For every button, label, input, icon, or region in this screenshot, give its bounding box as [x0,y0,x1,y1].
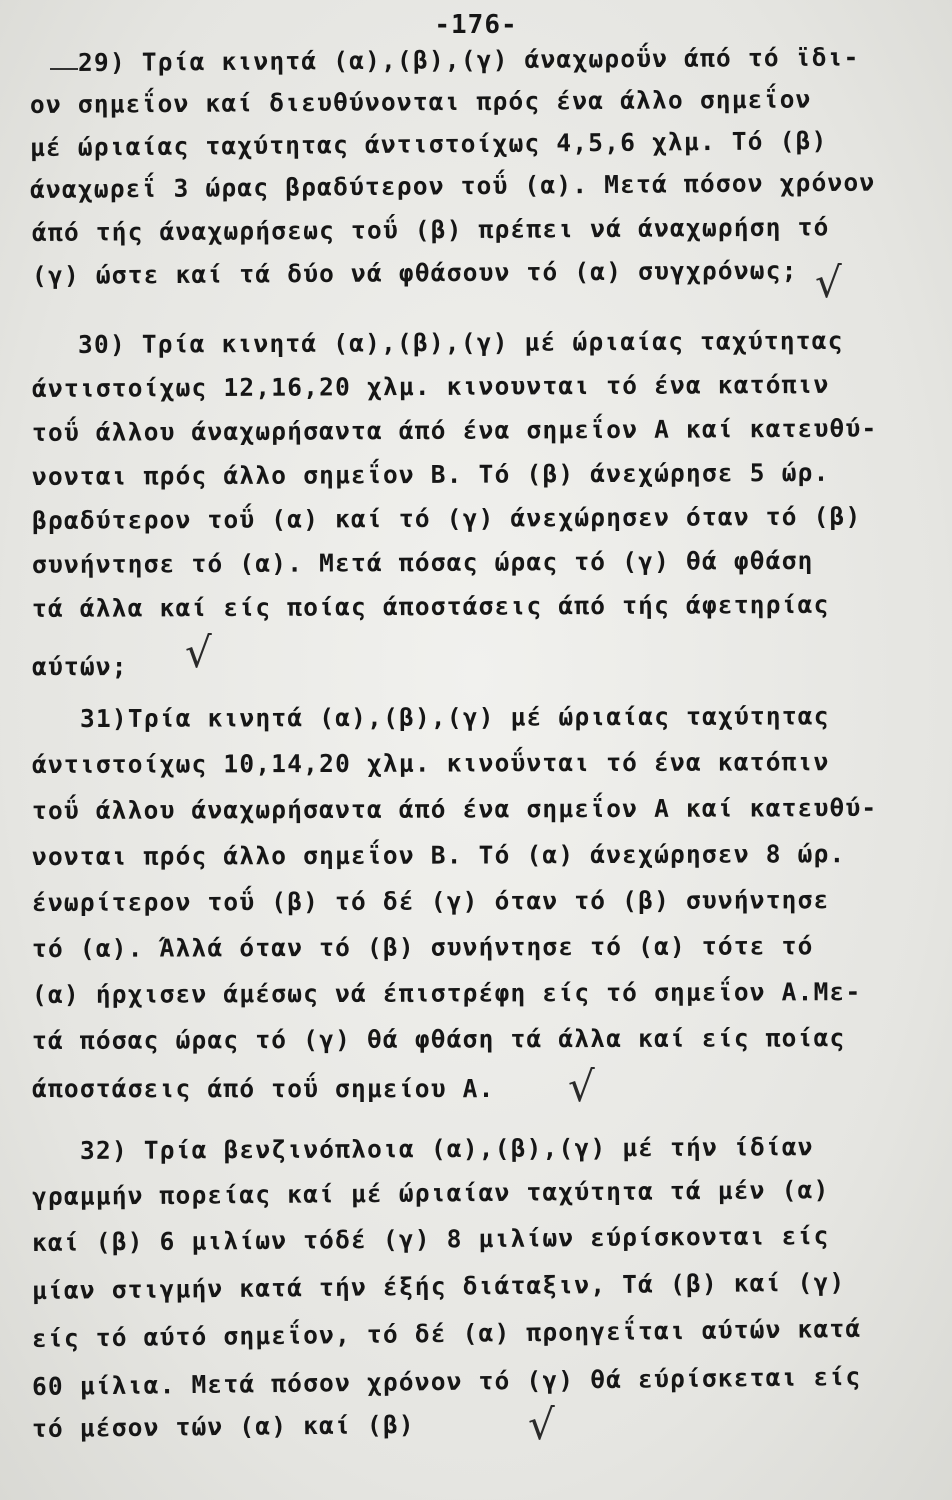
margin-dash [50,68,78,70]
text-line: 30) Τρία κινητά (α),(β),(γ) μέ ώριαίας ταχύτητας [77,325,844,359]
text-line: βραδύτερον τοΰ (α) καί τό (γ) άνεχώρησεν όταν τό (β) [31,501,862,535]
check-mark-icon: √ [568,1062,595,1111]
page-number: -176- [434,10,518,40]
text-line: 31)Τρία κινητά (α),(β),(γ) μέ ώριαίας ταχύτητας [79,701,830,733]
text-line: νονται πρός άλλο σημεΐον Β. Τό (α) άνεχώρησεν 8 ώρ. [31,839,846,871]
text-line: 32) Τρία βενζινόπλοια (α),(β),(γ) μέ τήν ίδίαν [79,1132,814,1165]
text-line: τό (α). Άλλά όταν τό (β) συνήντησε τό (α) τότε τό [31,931,814,963]
text-line: μέ ώριαίας ταχύτητας άντιστοίχως 4,5,6 χλμ. Τό (β) [29,126,828,162]
text-line: είς τό αύτό σημεΐον, τό δέ (α) προηγεΐται αύτών κατά [31,1313,862,1353]
check-mark-icon: √ [528,1400,555,1449]
text-line: συνήντησε τό (α). Μετά πόσας ώρας τό (γ) θά φθάση [31,545,814,579]
text-line: ον σημεΐον καί διευθύνονται πρός ένα άλλο σημεΐον [29,84,812,119]
text-line: (γ) ώστε καί τά δύο νά φθάσουν τό (α) συγχρόνως; [31,255,798,290]
text-line: άναχωρεΐ 3 ώρας βραδύτερον τοΰ (α). Μετά πόσον χρόνον [29,167,876,204]
text-line: τοΰ άλλου άναχωρήσαντα άπό ένα σημεΐον Α καί κατευθύ- [31,413,878,447]
text-line: τά άλλα καί είς ποίας άποστάσεις άπό τής άφετηρίας [31,589,830,623]
text-line: νονται πρός άλλο σημεΐον Β. Τό (β) άνεχώρησε 5 ώρ. [31,457,830,491]
text-line: άντιστοίχως 12,16,20 χλμ. κινουνται τό ένα κατόπιν [31,369,830,403]
text-line: άπό τής άναχωρήσεως τοΰ (β) πρέπει νά άναχωρήση τό [31,212,830,247]
check-mark-icon: √ [185,628,212,677]
text-line: αύτών; [32,652,128,681]
text-line: τά πόσας ώρας τό (γ) θά φθάση τά άλλα καί είς ποίας [31,1023,846,1055]
text-line: γραμμήν πορείας καί μέ ώριαίαν ταχύτητα τά μέν (α) [31,1175,830,1211]
text-line: (α) ήρχισεν άμέσως νά έπιστρέφη είς τό σημεΐον Α.Με- [31,977,862,1009]
check-mark-icon: √ [815,258,842,307]
text-line: 60 μίλια. Μετά πόσον χρόνον τό (γ) θά εύρίσκεται είς [31,1361,862,1401]
text-line: καί (β) 6 μιλίων τόδέ (γ) 8 μιλίων εύρίσκονται είς [31,1221,830,1257]
text-line: μίαν στιγμήν κατά τήν έξής διάταξιν, Τά (β) καί (γ) [31,1267,846,1305]
text-line: άντιστοίχως 10,14,20 χλμ. κινοΰνται τό ένα κατόπιν [31,747,830,779]
text-line: άποστάσεις άπό τοΰ σημείου Α. [32,1074,495,1103]
text-line: τό μέσον τών (α) καί (β) [31,1409,415,1443]
text-line: τοΰ άλλου άναχωρήσαντα άπό ένα σημεΐον Α καί κατευθύ- [31,793,878,825]
text-line: 29) Τρία κινητά (α),(β),(γ) άναχωροΰν άπό τό ϊδι- [77,42,860,77]
text-line: ένωρίτερον τοΰ (β) τό δέ (γ) όταν τό (β) συνήντησε [31,885,830,917]
